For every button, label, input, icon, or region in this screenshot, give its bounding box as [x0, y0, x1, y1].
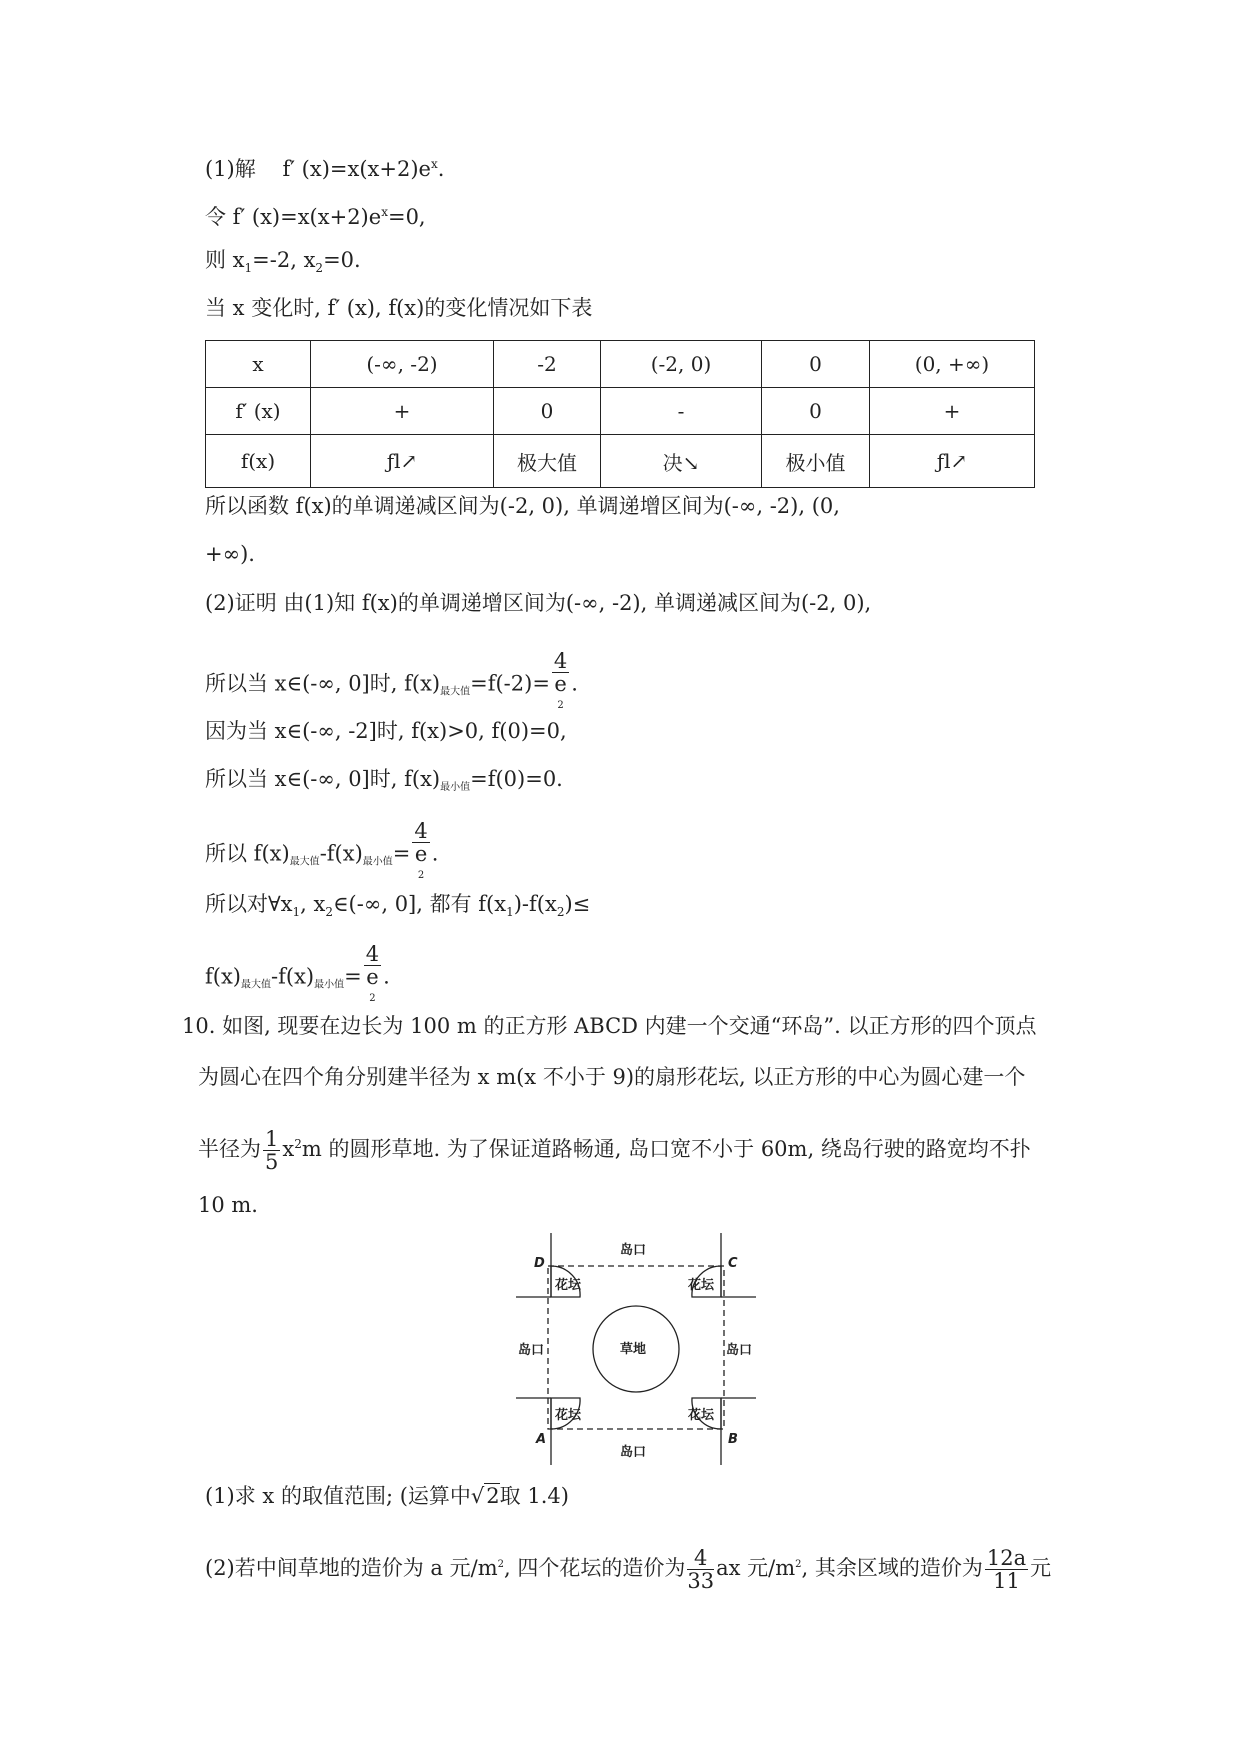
problem10-line3: [198, 1120, 1031, 1173]
table-row: [206, 388, 1035, 435]
part2-l4-b: =f(0)=0.: [470, 767, 563, 791]
question2-c: ax 元/m: [716, 1556, 796, 1580]
frac-den-sup: 2: [557, 700, 564, 711]
fraction-1-over-5: [263, 1128, 280, 1173]
sqrt-value: 2: [486, 1484, 500, 1508]
part2-l6-d: )-f(x: [513, 892, 557, 916]
part2-l7-c: =: [344, 964, 362, 989]
grass-label: 草地: [620, 1342, 647, 1357]
sub-2: 2: [325, 905, 334, 920]
frac-den: 33: [687, 1569, 715, 1593]
table-cell: 极小值: [762, 435, 870, 488]
question2: [205, 1540, 1051, 1593]
part2-l6-a: 所以对∀x: [205, 892, 293, 916]
frac-den-sup: 2: [369, 993, 376, 1004]
table-cell: (-∞, -2): [311, 341, 494, 388]
island-right: 岛口: [726, 1343, 753, 1358]
part2-l2-a: 所以当 x∈(-∞, 0]时, f(x): [205, 671, 441, 696]
frac-num: 4: [687, 1547, 714, 1570]
part2-line2: 所以当 x∈(-∞, 0]时, f(x)最大值=f(-2)= 4 e $^2$ .: [205, 650, 578, 720]
part1-line3: [205, 246, 361, 282]
frac-den: e: [366, 965, 379, 989]
table-cell: -2: [494, 341, 601, 388]
table-cell: 0: [762, 341, 870, 388]
part1-line1: [205, 150, 444, 183]
problem10-line4: 10 m.: [198, 1193, 258, 1217]
roundabout-figure: [516, 1233, 756, 1465]
question2-e: 元: [1030, 1556, 1052, 1580]
part1-set-zero-end: =0,: [387, 205, 426, 229]
table-cell: ƒl↗: [870, 435, 1035, 488]
frac-num: 12a: [986, 1546, 1027, 1570]
roots-a: 则 x: [205, 248, 245, 272]
part2-l5-b: -f(x): [319, 841, 363, 866]
frac-num: 4: [414, 819, 428, 843]
table-cell: (-2, 0): [601, 341, 762, 388]
fraction-4-over-e2: [412, 820, 429, 890]
min-label: 最小值: [314, 979, 345, 991]
part2-l6-c: ∈(-∞, 0], 都有 f(x: [333, 892, 507, 916]
table-cell: +: [870, 388, 1035, 435]
table-row: [206, 435, 1035, 488]
part2-l7-a: f(x): [205, 964, 242, 989]
max-label: 最大值: [289, 856, 320, 868]
table-cell: ƒl↗: [311, 435, 494, 488]
part1-derivative-eq: f′ (x)=x(x+2)e: [282, 157, 431, 181]
problem10-l3-sup: 2: [294, 1137, 302, 1151]
sub-2: 2: [556, 905, 565, 920]
island-top: 岛口: [620, 1243, 647, 1258]
sub-1: 1: [506, 905, 514, 920]
fraction-4-over-33: [687, 1547, 714, 1592]
vertex-c: C: [728, 1256, 738, 1271]
vertex-d: D: [534, 1256, 545, 1271]
part2-line6: [205, 890, 590, 926]
table-cell: 0: [494, 388, 601, 435]
part2-l5-c: =: [392, 841, 411, 866]
problem10-l3-a: 半径为: [198, 1137, 261, 1161]
frac-num: 1: [265, 1127, 279, 1151]
table-cell: f′ (x): [206, 388, 311, 435]
part2-l6-b: , x: [300, 892, 326, 916]
problem10-l3-b: x: [282, 1137, 295, 1161]
sub-1: 1: [292, 905, 301, 920]
table-cell: x: [206, 341, 311, 388]
question2-a: (2)若中间草地的造价为 a 元/m: [205, 1556, 498, 1580]
frac-den-sup: 2: [417, 870, 425, 881]
variation-table: [205, 340, 1035, 488]
question1: [205, 1482, 569, 1510]
table-cell: 决↘: [601, 435, 762, 488]
problem10-line1: 10. 如图, 现要在边长为 100 m 的正方形 ABCD 内建一个交通“环岛”. 以正方形的四个顶点: [182, 1014, 1037, 1038]
part2-line4: [205, 765, 563, 802]
part1-exp2: x: [381, 205, 388, 219]
frac-den: e: [554, 672, 567, 696]
table-cell: (0, +∞): [870, 341, 1035, 388]
problem10-line2: 为圆心在四个角分别建半径为 x m(x 不小于 9)的扇形花坛, 以正方形的中心为圆心建一个: [198, 1065, 1026, 1089]
part2-l2-b: =f(-2)=: [470, 671, 550, 696]
sub-1: 1: [244, 261, 253, 276]
part2-line3: 因为当 x∈(-∞, -2]时, f(x)>0, f(0)=0,: [205, 719, 567, 743]
frac-num: 4: [553, 649, 568, 673]
problem10-l3-c: m 的圆形草地. 为了保证道路畅通, 岛口宽不小于 60m, 绕岛行驶的路宽均不扑: [301, 1137, 1031, 1161]
frac-den: e: [414, 842, 428, 866]
part2-l5-a: 所以 f(x): [205, 841, 290, 866]
part1-line2: [205, 198, 426, 231]
vertex-a: A: [536, 1432, 547, 1447]
roots-c: =0.: [323, 248, 361, 272]
flower-bed-b: 花坛: [688, 1408, 715, 1423]
vertex-b: B: [728, 1432, 738, 1447]
flower-bed-c: 花坛: [688, 1278, 715, 1293]
question1-a: (1)求 x 的取值范围; (运算中: [205, 1484, 471, 1508]
table-cell: -: [601, 388, 762, 435]
flower-bed-a: 花坛: [555, 1408, 582, 1423]
part1-exp: x: [430, 157, 438, 171]
part2-l4-a: 所以当 x∈(-∞, 0]时, f(x): [205, 767, 441, 791]
table-cell: f(x): [206, 435, 311, 488]
flower-bed-d: 花坛: [555, 1278, 582, 1293]
after-table-line1: 所以函数 f(x)的单调递减区间为(-2, 0), 单调递增区间为(-∞, -2), (0,: [205, 494, 840, 518]
part1-line4: 当 x 变化时, f′ (x), f(x)的变化情况如下表: [205, 296, 593, 320]
fraction-4-over-e2: [552, 650, 569, 720]
part2-line1: (2)证明 由(1)知 f(x)的单调递增区间为(-∞, -2), 单调递减区间为(-2, 0),: [205, 591, 872, 615]
sqrt-icon: √: [470, 1484, 485, 1508]
question2-d: , 其余区域的造价为: [801, 1556, 983, 1580]
table-cell: 极大值: [494, 435, 601, 488]
after-table-line2: +∞).: [205, 542, 255, 566]
frac-den: 11: [993, 1569, 1020, 1593]
min-label: 最小值: [440, 782, 471, 793]
part2-line5: 所以 f(x)最大值-f(x)最小值= 4 e $^2$ .: [205, 820, 438, 890]
part1-label: (1)解: [205, 157, 256, 181]
question2-b: , 四个花坛的造价为: [503, 1556, 686, 1580]
part2-l6-e: )≤: [564, 892, 591, 916]
roots-b: =-2, x: [252, 248, 316, 272]
island-bottom: 岛口: [620, 1445, 647, 1460]
part1-set-zero: 令 f′ (x)=x(x+2)e: [205, 205, 382, 229]
frac-den: 5: [265, 1150, 279, 1174]
fraction-4-over-e2: [364, 943, 381, 1013]
question2-sup1: 2: [497, 1559, 504, 1570]
table-cell: +: [311, 388, 494, 435]
max-label: 最大值: [440, 686, 471, 698]
min-label: 最小值: [362, 856, 393, 868]
fraction-12a-over-11: [985, 1547, 1028, 1592]
max-label: 最大值: [241, 979, 272, 991]
question1-b: 取 1.4): [499, 1484, 569, 1508]
part1-end: .: [437, 157, 445, 181]
table-row: [206, 341, 1035, 388]
part2-l7-b: -f(x): [271, 964, 315, 989]
frac-num: 4: [365, 942, 380, 966]
sub-2: 2: [315, 261, 324, 276]
part2-line7: f(x)最大值-f(x)最小值= 4 e $^2$ .: [205, 943, 390, 1013]
question2-sup2: 2: [795, 1559, 802, 1570]
table-cell: 0: [762, 388, 870, 435]
island-left: 岛口: [518, 1343, 545, 1358]
